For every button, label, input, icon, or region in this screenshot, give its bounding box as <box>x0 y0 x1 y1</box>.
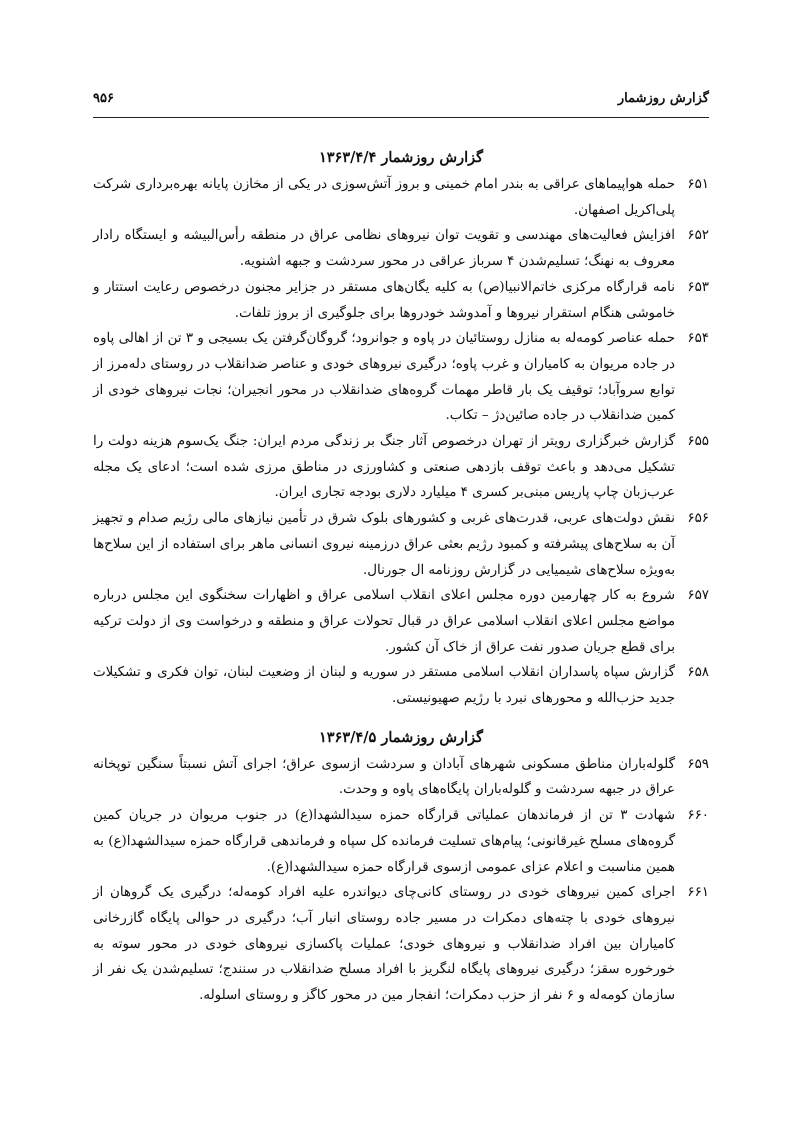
entry-item <box>93 752 709 803</box>
entry-item <box>93 326 709 429</box>
day-section <box>93 146 709 712</box>
entry-text: افزایش فعالیت‌های مهندسی و تقویت توان نیروهای نظامی عراق در منطقه رأس‌البیشه و ایستگاه رادار معروف به نهنگ؛ تسلیم‌شدن ۴ سرباز عراقی در محور سردشت و جبهه اشنویه. <box>93 228 675 270</box>
entry-number: ۶۵۲ <box>687 228 709 244</box>
entry-number: ۶۵۸ <box>687 665 709 681</box>
entry-text: گزارش خبرگزاری رویتر از تهران درخصوص آثار جنگ بر زندگی مردم ایران: جنگ یک‌سوم هزینه دولت را تشکیل می‌دهد و باعث توقف بازدهی صنعتی و کشاورزی در مناطق مرزی شده است؛ ادعای یک مجله عرب‌زبان چاپ پاریس مبنی‌بر کسری ۴ میلیارد دلاری بودجه تجاری ایران. <box>93 434 675 501</box>
header-rule <box>93 117 709 118</box>
entry-text: اجرای کمین نیروهای خودی در روستای کانی‌چای دیواندره علیه افراد کومه‌له؛ درگیری یک گروهان از نیروهای خودی با چته‌های دمکرات در مسیر جاده روستای انبار آب؛ درگیری در حوالی پایگاه گازرخانی کامیاران بین افراد ضدانقلاب و نیروهای خودی؛ عملیات پاکسازی نیروهای خودی در محور سوته به خورخوره سقز؛ درگیری نیروهای پایگاه لنگریز با افراد مسلح ضدانقلاب در سنندج؛ تسلیم‌شدن یک نفر از سازمان کومه‌له و ۶ نفر از حزب دمکرات؛ انفجار مین در محور کاگز و روستای اسلوله. <box>93 885 675 1004</box>
page-body <box>93 146 709 1009</box>
entry-text: شروع به کار چهارمین دوره مجلس اعلای انقلاب اسلامی عراق و اظهارات سخنگوی این مجلس درباره مواضع مجلس اعلای انقلاب اسلامی عراق در قبال تحولات عراق و منطقه و درخواست وی از دولت ترکیه برای قطع جریان صدور نفت عراق از خاک آن کشور. <box>93 588 675 655</box>
entry-item <box>93 506 709 583</box>
entry-text: شهادت ۳ تن از فرماندهان عملیاتی قرارگاه حمزه سیدالشهدا(ع) در جنوب مریوان در جریان کمین گروه‌های مسلح غیرقانونی؛ پیام‌های تسلیت فرمانده کل سپاه و فرماندهی قرارگاه حمزه سیدالشهدا(ع) به همین مناسبت و اعلام عزای عمومی ازسوی قرارگاه حمزه سیدالشهدا(ع). <box>93 808 675 875</box>
entry-number: ۶۵۶ <box>687 511 709 527</box>
entry-item <box>93 275 709 326</box>
entry-number: ۶۶۱ <box>687 885 709 901</box>
entry-item <box>93 880 709 1009</box>
running-header <box>93 91 709 113</box>
entry-text: حمله عناصر کومه‌له به منازل روستائیان در پاوه و جوانرود؛ گروگان‌گرفتن یک بسیجی و ۳ تن از اهالی پاوه در جاده مریوان به کامیاران و غرب پاوه؛ درگیری نیروهای خودی و عناصر ضدانقلاب در روستای دله‌مرز از توابع سروآباد؛ توقیف یک بار قاطر مهمات گروه‌های ضدانقلاب در محور انجیران؛ نجات نیروهای خودی از کمین ضدانقلاب در جاده صائین‌دژ – تکاب. <box>93 331 675 424</box>
running-header-title: گزارش روزشمار <box>617 91 709 106</box>
day-heading: گزارش روزشمار ۱۳۶۳/۴/۵ <box>318 728 484 746</box>
day-section <box>93 726 709 1009</box>
entry-item <box>93 803 709 880</box>
entry-number: ۶۵۳ <box>687 279 709 295</box>
entry-item <box>93 172 709 223</box>
entry-text: گزارش سپاه پاسداران انقلاب اسلامی مستقر در سوریه و لبنان از وضعیت لبنان، توان فکری و تشکیلات جدید حزب‌الله و محورهای نبرد با رژیم صهیونیستی. <box>93 665 675 707</box>
entry-item <box>93 660 709 711</box>
entry-item <box>93 223 709 274</box>
entry-number: ۶۵۵ <box>687 434 709 450</box>
page-number: ۹۵۶ <box>93 91 114 106</box>
entry-text: حمله هواپیماهای عراقی به بندر امام خمینی و بروز آتش‌سوزی در یکی از مخازن پایانه بهره‌برداری شرکت پلی‌اکریل اصفهان. <box>93 177 675 218</box>
entry-number: ۶۵۱ <box>687 177 709 192</box>
entry-text: نامه قرارگاه مرکزی خاتم‌الانبیا(ص) به کلیه یگان‌های مستقر در جزایر مجنون درخصوص رعایت استتار و خاموشی هنگام استقرار نیروها و آمدوشد خودروها برای جلوگیری از بروز تلفات. <box>93 279 675 321</box>
entry-text: نقش دولت‌های عربی، قدرت‌های غربی و کشورهای بلوک شرق در تأمین نیازهای مالی رژیم صدام و تجهیز آن به سلاح‌های پیشرفته و کمبود رژیم بعثی عراق درزمینه نیروی انسانی ماهر برای استفاده از این سلاح‌ها به‌ویژه سلاح‌های شیمیایی در گزارش روزنامه ال جورنال. <box>93 511 675 578</box>
entry-number: ۶۵۷ <box>687 588 709 604</box>
entry-number: ۶۵۹ <box>687 756 709 772</box>
day-heading: گزارش روزشمار ۱۳۶۳/۴/۴ <box>318 149 484 166</box>
entry-number: ۶۵۴ <box>687 331 709 347</box>
entry-text: گلوله‌باران مناطق مسکونی شهرهای آبادان و سردشت ازسوی عراق؛ اجرای آتش نسبتاً سنگین توپخانه عراق در جبهه سردشت و گلوله‌باران پایگاه‌های پاوه و وحدت. <box>93 756 675 798</box>
entry-number: ۶۶۰ <box>687 808 709 824</box>
entry-item <box>93 429 709 506</box>
entry-item <box>93 583 709 660</box>
